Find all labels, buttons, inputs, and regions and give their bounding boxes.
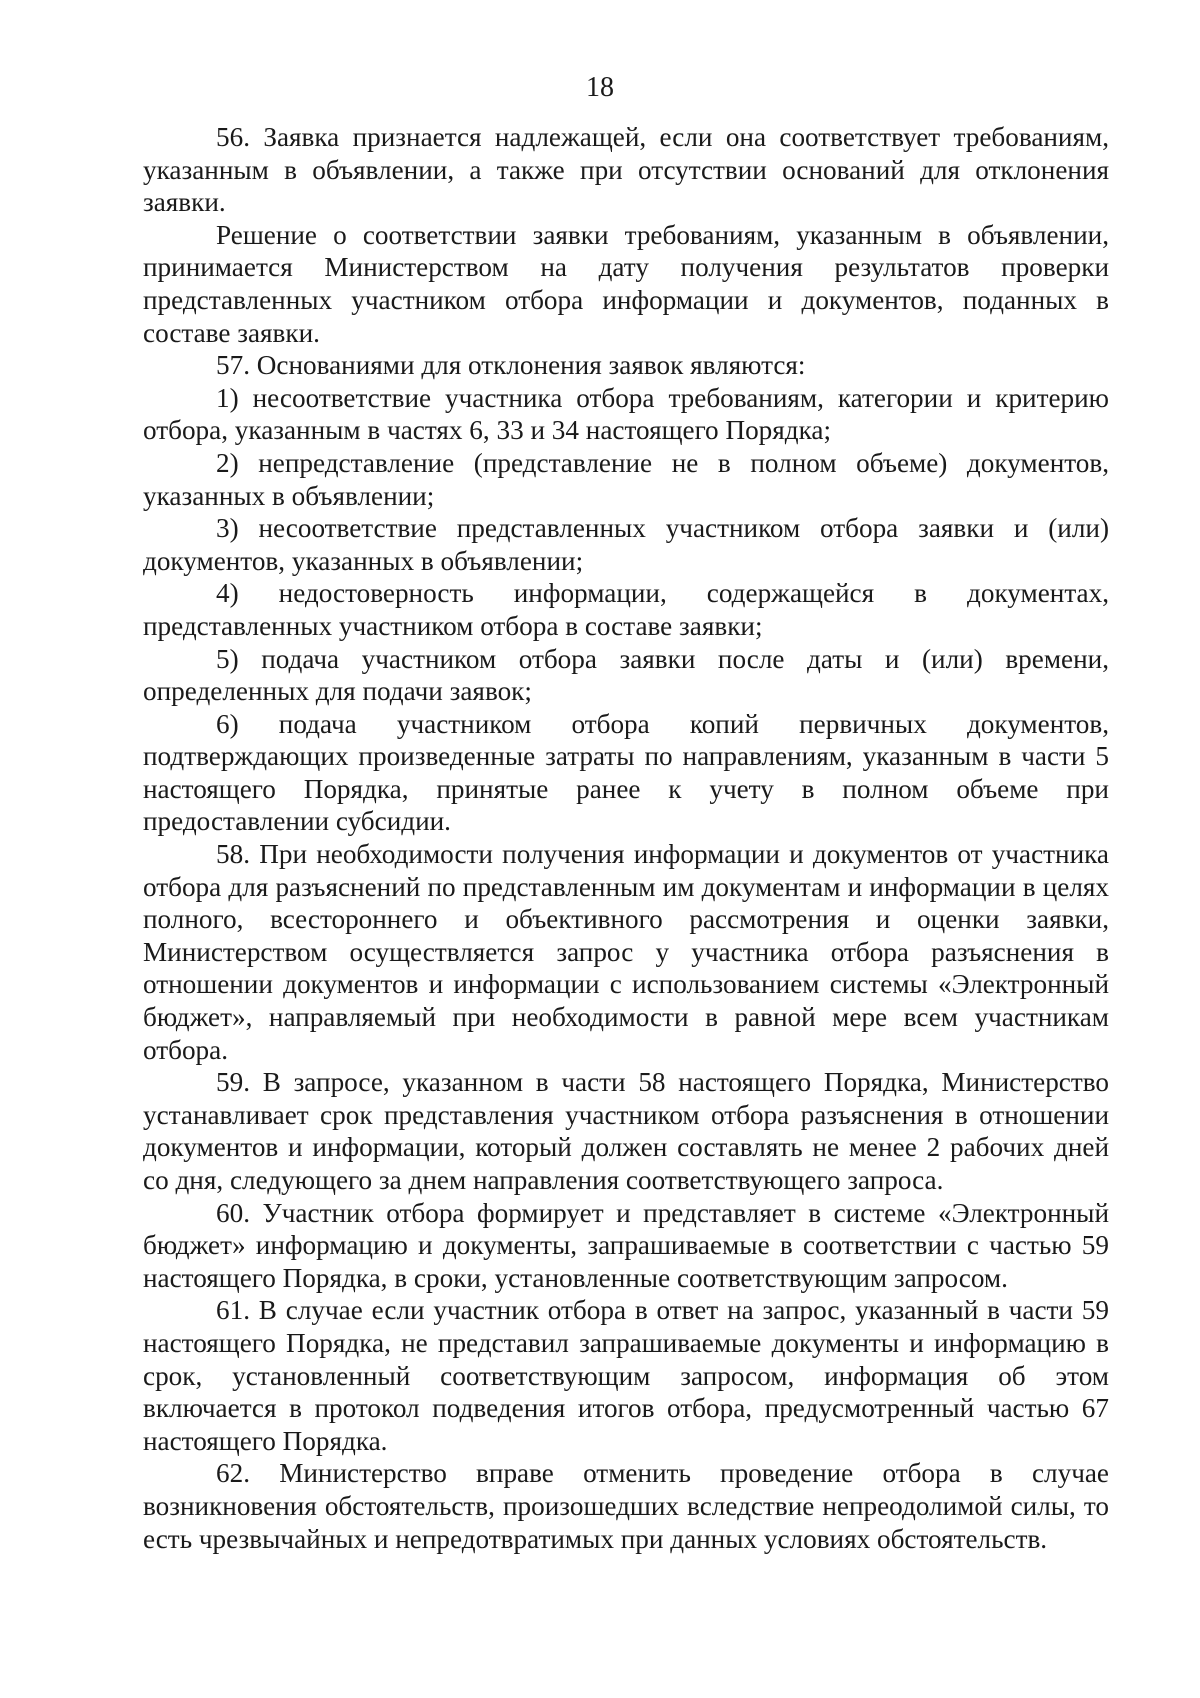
paragraph-57-item-2: 2) непредставление (представление не в полном объеме) документов, указанных в объявлении; <box>143 447 1109 511</box>
paragraph-56: 56. Заявка признается надлежащей, если она соответствует требованиям, указанным в объявлении, а также при отсутствии оснований для отклонения заявки. <box>143 122 1109 218</box>
paragraph-57: 57. Основаниями для отклонения заявок являются: <box>216 350 806 381</box>
paragraph-61: 61. В случае если участник отбора в ответ на запрос, указанный в части 59 настоящего Порядка, не представил запрашиваемые документы и информацию в срок, установленный соответствующим запросом, информация об этом включается в протокол подведения итогов отбора, предусмотренный частью 67 настоящего Порядка. <box>143 1295 1109 1456</box>
paragraph-57-item-6: 6) подача участником отбора копий первичных документов, подтверждающих произведенные затраты по направлениям, указанным в части 5 настоящего Порядка, принятые ранее к учету в полном объеме при предоставлении субсидии. <box>143 708 1109 837</box>
paragraph-60: 60. Участник отбора формирует и представляет в системе «Электронный бюджет» информацию и документы, запрашиваемые в соответствии с частью 59 настоящего Порядка, в сроки, установленные соответствующим запросом. <box>143 1197 1109 1293</box>
paragraph-59: 59. В запросе, указанном в части 58 настоящего Порядка, Министерство устанавливает срок представления участником отбора разъяснения в отношении документов и информации, который должен составлять не менее 2 рабочих дней со дня, следующего за днем направления соответствующего запроса. <box>143 1067 1109 1195</box>
paragraph-56-decision: Решение о соответствии заявки требованиям, указанным в объявлении, принимается Министерством на дату получения результатов проверки представленных участником отбора информации и документов, поданных в составе заявки. <box>143 219 1109 348</box>
document-body <box>143 121 1109 1555</box>
paragraph-57-item-3: 3) несоответствие представленных участником отбора заявки и (или) документов, указанных в объявлении; <box>143 513 1109 576</box>
paragraph-57-item-4: 4) недостоверность информации, содержащейся в документах, представленных участником отбора в составе заявки; <box>143 578 1109 641</box>
paragraph-62: 62. Министерство вправе отменить проведение отбора в случае возникновения обстоятельств, произошедших вследствие непреодолимой силы, то есть чрезвычайных и непредотвратимых при данных условиях обстоятельств. <box>143 1458 1109 1554</box>
page-number: 18 <box>586 72 614 103</box>
paragraph-57-item-5: 5) подача участником отбора заявки после даты и (или) времени, определенных для подачи заявок; <box>143 643 1109 707</box>
paragraph-57-item-1: 1) несоответствие участника отбора требованиям, категории и критерию отбора, указанным в частях 6, 33 и 34 настоящего Порядка; <box>143 382 1109 446</box>
paragraph-58: 58. При необходимости получения информации и документов от участника отбора для разъяснений по представленным им документам и информации в целях полного, всестороннего и объективного рассмотрения и оценки заявки, Министерством осуществляется запрос у участника отбора разъяснения в отношении документов и информации с использованием системы «Электронный бюджет», направляемый при необходимости в равной мере всем участникам отбора. <box>143 839 1109 1065</box>
